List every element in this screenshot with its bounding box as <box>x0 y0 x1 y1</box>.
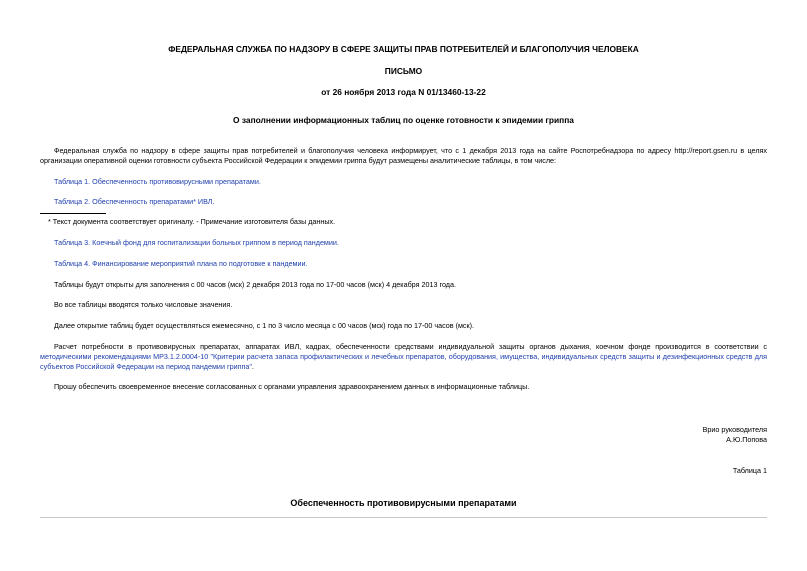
appendix-table-title: Обеспеченность противовирусными препаратами <box>290 498 517 508</box>
document-date-number: от 26 ноября 2013 года N 01/13460-13-22 <box>321 87 486 97</box>
table-link-3[interactable]: Таблица 3. Коечный фонд для госпитализации больных гриппом в период пандемии. <box>54 238 339 247</box>
calculation-end: . <box>251 361 254 371</box>
numeric-only-paragraph: Во все таблицы вводятся только числовые значения. <box>54 300 233 309</box>
table-link-1-row <box>54 177 767 187</box>
table-link-1[interactable]: Таблица 1. Обеспеченность противовирусными препаратами. <box>54 177 261 186</box>
table-link-2[interactable]: Таблица 2. Обеспеченность препаратами* ИВЛ. <box>54 197 215 206</box>
table-link-4-row <box>54 259 767 269</box>
document-subject: О заполнении информационных таблиц по оценке готовности к эпидемии гриппа <box>233 115 574 125</box>
table-top-rule <box>40 517 767 518</box>
open-period-paragraph: Таблицы будут открыты для заполнения с 00 часов (мск) 2 декабря 2013 года по 17-00 часов (мск) 4 декабря 2013 года. <box>54 280 456 289</box>
appendix-table-label: Таблица 1 <box>732 466 767 475</box>
intro-paragraph: Федеральная служба по надзору в сфере защиты прав потребителей и благополучия человека информирует, что с 1 декабря 2013 года на сайте Роспотребнадзора по адресу http://report.gsen.ru в целях организации оперативной оценки готовности субъекта Российской Федерации к эпидемии гриппа будут размещены аналитические таблицы, в том числе: <box>40 146 767 165</box>
calculation-paragraph <box>40 342 767 372</box>
request-paragraph: Прошу обеспечить своевременное внесение согласованных с органами управления здравоохранением данных в информационные таблицы. <box>54 382 530 391</box>
monthly-paragraph: Далее открытие таблиц будет осуществляться ежемесячно, с 1 по 3 число месяца с 00 часов (мск) года по 17-00 часов (мск). <box>54 321 475 330</box>
agency-heading: ФЕДЕРАЛЬНАЯ СЛУЖБА ПО НАДЗОРУ В СФЕРЕ ЗАЩИТЫ ПРАВ ПОТРЕБИТЕЛЕЙ И БЛАГОПОЛУЧИЯ ЧЕЛОВЕКА <box>168 44 639 54</box>
table-link-4[interactable]: Таблица 4. Финансирование мероприятий плана по подготовке к пандемии. <box>54 259 308 268</box>
document-type: ПИСЬМО <box>384 66 423 76</box>
signature-block <box>703 425 767 445</box>
calculation-text: Расчет потребности в противовирусных препаратах, аппаратах ИВЛ, кадрах, обеспеченности средствами индивидуальной защиты органов дыхания, коечном фонде производится в соответствии с <box>54 342 767 351</box>
table-link-3-row <box>54 238 767 248</box>
methodical-recommendations-link[interactable]: методическими рекомендациями МР3.1.2.0004-10 "Критерии расчета запаса профилактических и лечебных препаратов, оборудования, имущества, индивидуальных средств защиты и дезинфекционных средств для субъектов Российской Федерации на период пандемии гриппа" <box>40 351 767 371</box>
signature-position: Врио руководителя <box>702 425 767 434</box>
table-link-2-row <box>54 197 767 207</box>
footnote-divider <box>40 213 106 214</box>
signature-name: А.Ю.Попова <box>726 434 767 444</box>
footnote: * Текст документа соответствует оригиналу. - Примечание изготовителя базы данных. <box>48 217 336 226</box>
